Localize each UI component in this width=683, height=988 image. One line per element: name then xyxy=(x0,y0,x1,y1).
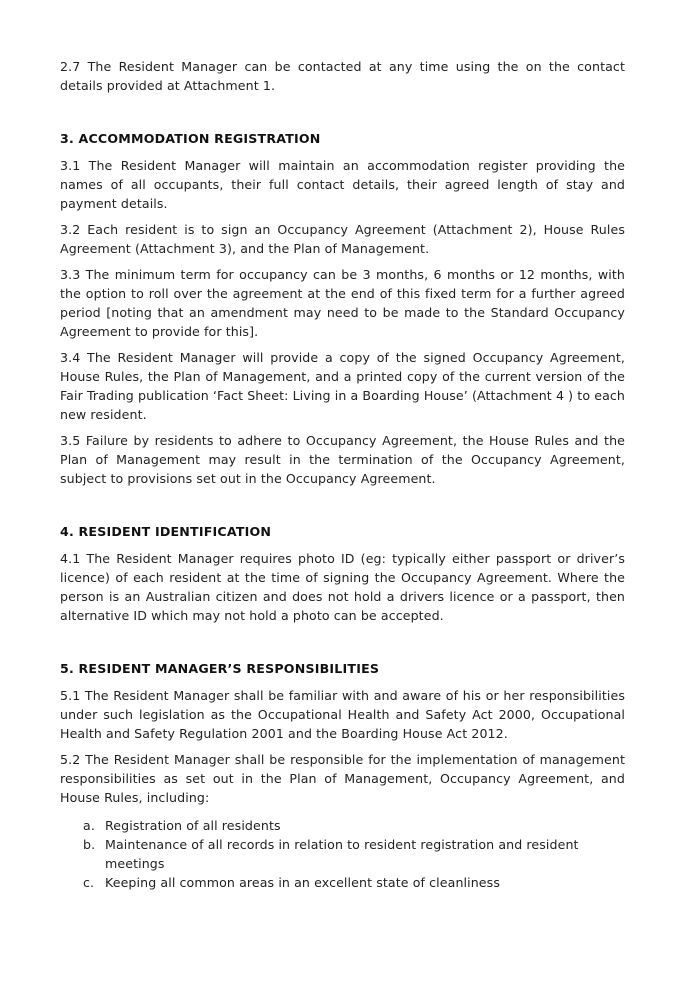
list-marker: c. xyxy=(83,875,95,890)
paragraph-3-1: 3.1 The Resident Manager will maintain an accommodation register providing the names of all occupants, their full contact details, their agreed length of stay and payment details. xyxy=(60,158,625,211)
paragraph-5-2: 5.2 The Resident Manager shall be responsible for the implementation of management responsibilities as set out in the Plan of Management, Occupancy Agreement, and House Rules, including: xyxy=(60,752,625,805)
paragraph-3-5: 3.5 Failure by residents to adhere to Occupancy Agreement, the House Rules and the Plan of Management may result in the termination of the Occupancy Agreement, subject to provisions set out in the Occupancy Agreement. xyxy=(60,433,625,486)
paragraph-5-1: 5.1 The Resident Manager shall be familiar with and aware of his or her responsibilities under such legislation as the Occupational Health and Safety Act 2000, Occupational Health and Safety Regulation 2001 and the Boarding House Act 2012. xyxy=(60,688,625,741)
list-item xyxy=(60,873,625,892)
spacer xyxy=(60,632,625,659)
list-item xyxy=(60,835,625,873)
list-item-text: Registration of all residents xyxy=(105,818,281,833)
heading-accommodation-registration: 3. ACCOMMODATION REGISTRATION xyxy=(60,131,321,146)
spacer xyxy=(60,495,625,522)
list-item-text: Keeping all common areas in an excellent state of cleanliness xyxy=(105,875,500,890)
responsibilities-list xyxy=(60,816,625,892)
spacer xyxy=(60,102,625,129)
list-marker: a. xyxy=(83,818,95,833)
paragraph-3-3: 3.3 The minimum term for occupancy can be 3 months, 6 months or 12 months, with the option to roll over the agreement at the end of this fixed term for a further agreed period [noting that an amendment may need to be made to the Standard Occupancy Agreement to provide for this]. xyxy=(60,267,625,339)
list-item-text: Maintenance of all records in relation to resident registration and resident meetings xyxy=(105,837,579,871)
heading-resident-manager-responsibilities: 5. RESIDENT MANAGER’S RESPONSIBILITIES xyxy=(60,661,380,676)
paragraph-2-7: 2.7 The Resident Manager can be contacted at any time using the on the contact details provided at Attachment 1. xyxy=(60,59,625,93)
paragraph-4-1: 4.1 The Resident Manager requires photo ID (eg: typically either passport or driver’s licence) of each resident at the time of signing the Occupancy Agreement. Where the person is an Australian citizen and does not hold a drivers licence or a passport, then alternative ID which may not hold a photo can be accepted. xyxy=(60,551,625,623)
paragraph-3-4: 3.4 The Resident Manager will provide a copy of the signed Occupancy Agreement, House Rules, the Plan of Management, and a printed copy of the current version of the Fair Trading publication ‘Fact Sheet: Living in a Boarding House’ (Attachment 4 ) to each new resident. xyxy=(60,350,625,422)
heading-resident-identification: 4. RESIDENT IDENTIFICATION xyxy=(60,524,272,539)
paragraph-3-2: 3.2 Each resident is to sign an Occupancy Agreement (Attachment 2), House Rules Agreement (Attachment 3), and the Plan of Management. xyxy=(60,222,625,256)
document-page xyxy=(60,57,625,892)
list-marker: b. xyxy=(83,837,96,852)
list-item xyxy=(60,816,625,835)
